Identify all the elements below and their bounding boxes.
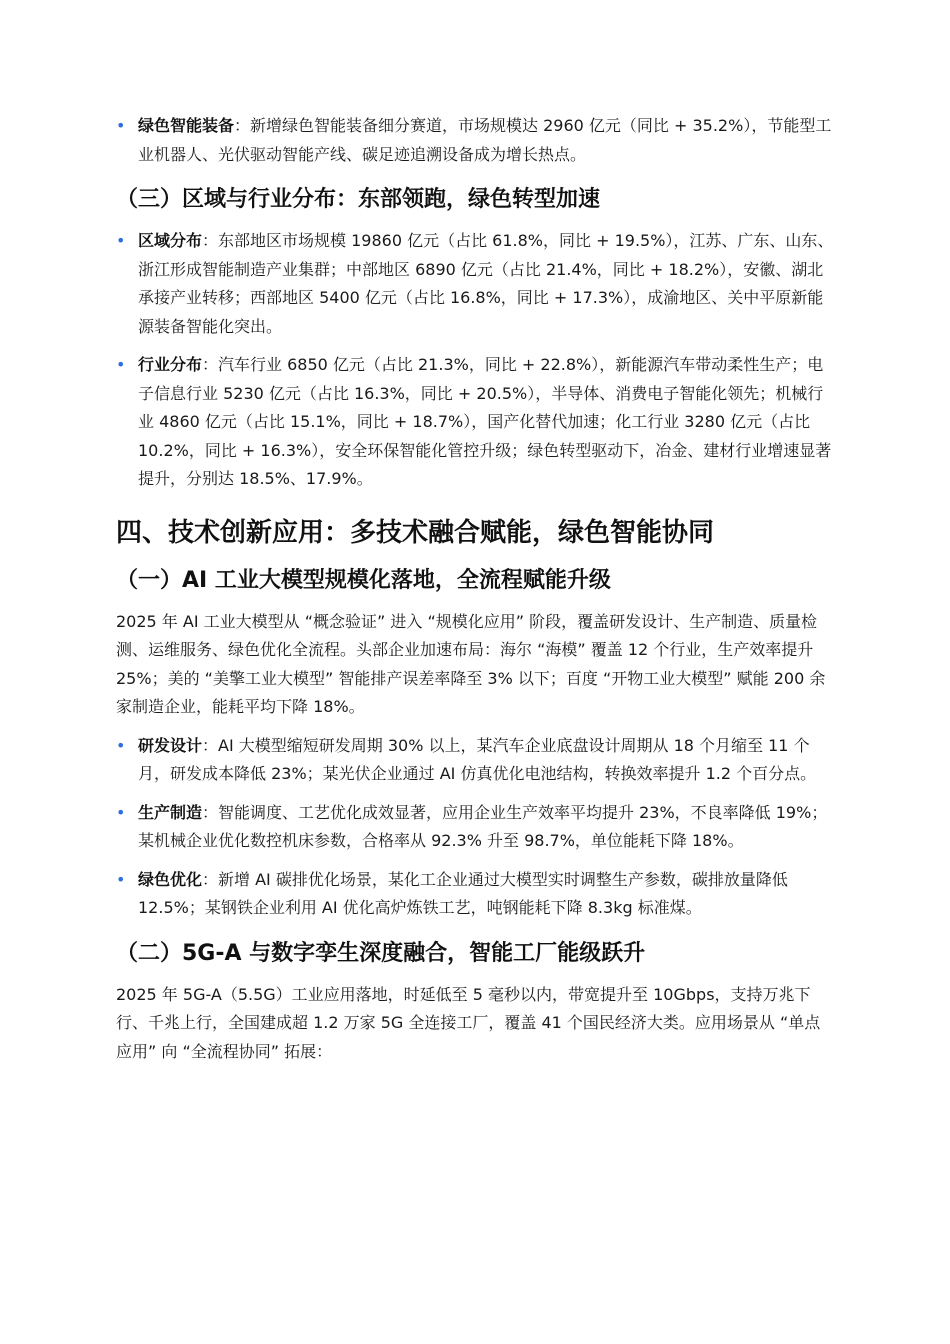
- bullet-text: ：新增 AI 碳排优化场景，某化工企业通过大模型实时调整生产参数，碳排放量降低 12.5%；某钢铁企业利用 AI 优化高炉炼铁工艺，吨钢能耗下降 8.3kg 标准煤。: [138, 869, 788, 917]
- bullet-label: 区域分布: [138, 231, 203, 250]
- list-item: [116, 866, 834, 923]
- bullet-label: 绿色智能装备: [138, 116, 235, 135]
- bullet-label: 绿色优化: [138, 869, 203, 889]
- document-page: [116, 112, 834, 1076]
- bullet-text: ：新增绿色智能装备细分赛道，市场规模达 2960 亿元（同比 + 35.2%），节能型工业机器人、光伏驱动智能产线、碳足迹追溯设备成为增长热点。: [138, 116, 832, 164]
- bullet-label: 行业分布: [138, 355, 203, 374]
- bullet-label: 生产制造: [138, 802, 203, 822]
- section-heading: （三）区域与行业分布：东部领跑，绿色转型加速: [116, 187, 601, 212]
- bullet-dot-icon: •: [116, 116, 126, 135]
- bullet-text: ：汽车行业 6850 亿元（占比 21.3%，同比 + 22.8%），新能源汽车带动柔性生产；电子信息行业 5230 亿元（占比 16.3%，同比 + 20.5%），半导体、消费电子智能化领先；机械行业 4860 亿元（占比 15.1%，同比 + 18.7%），国产化替代加速；化工行业 3280 亿元（占比 10.2%，同比 + 16.3%），安全环保智能化管控升级；绿色转型驱动下，冶金、建材行业增速显著提升，分别达 18.5%、17.9%。: [138, 355, 832, 488]
- chapter-heading: 四、技术创新应用：多技术融合赋能，绿色智能协同: [116, 517, 715, 548]
- paragraph: 2025 年 AI 工业大模型从 “概念验证” 进入 “规模化应用” 阶段，覆盖研发设计、生产制造、质量检测、运维服务、绿色优化全流程。头部企业加速布局：海尔 “海模” 覆盖 12 个行业，生产效率提升 25%；美的 “美擎工业大模型” 智能排产误差率降至 3% 以下；百度 “开物工业大模型” 赋能 200 余家制造企业，能耗平均下降 18%。: [116, 611, 826, 716]
- list-item: [116, 351, 834, 494]
- bullet-text: ：智能调度、工艺优化成效显著，应用企业生产效率平均提升 23%，不良率降低 19%；某机械企业优化数控机床参数，合格率从 92.3% 升至 98.7%，单位能耗下降 18%。: [138, 802, 828, 850]
- bullet-text: ：东部地区市场规模 19860 亿元（占比 61.8%，同比 + 19.5%），江苏、广东、山东、浙江形成智能制造产业集群；中部地区 6890 亿元（占比 21.4%，同比 + 18.2%），安徽、湖北承接产业转移；西部地区 5400 亿元（占比 16.8%，同比 + 17.3%），成渝地区、关中平原新能源装备智能化突出。: [138, 231, 834, 336]
- list-item: [116, 112, 834, 169]
- list-item: [116, 732, 834, 789]
- section-heading: （一）AI 工业大模型规模化落地，全流程赋能升级: [116, 567, 611, 593]
- list-item: [116, 799, 834, 856]
- bullet-dot-icon: •: [116, 802, 126, 822]
- bullet-text: ：AI 大模型缩短研发周期 30% 以上，某汽车企业底盘设计周期从 18 个月缩至 11 个月，研发成本降低 23%；某光伏企业通过 AI 仿真优化电池结构，转换效率提升 1.2 个百分点。: [138, 735, 817, 783]
- bullet-label: 研发设计: [138, 735, 203, 755]
- list-item: [116, 227, 834, 341]
- bullet-dot-icon: •: [116, 231, 126, 250]
- bullet-dot-icon: •: [116, 869, 126, 889]
- bullet-dot-icon: •: [116, 355, 126, 374]
- bullet-dot-icon: •: [116, 735, 126, 755]
- section-heading: （二）5G-A 与数字孪生深度融合，智能工厂能级跃升: [116, 940, 646, 966]
- paragraph: 2025 年 5G-A（5.5G）工业应用落地，时延低至 5 毫秒以内，带宽提升至 10Gbps，支持万兆下行、千兆上行，全国建成超 1.2 万家 5G 全连接工厂，覆盖 41 个国民经济大类。应用场景从 “单点应用” 向 “全流程协同” 拓展：: [116, 984, 821, 1061]
